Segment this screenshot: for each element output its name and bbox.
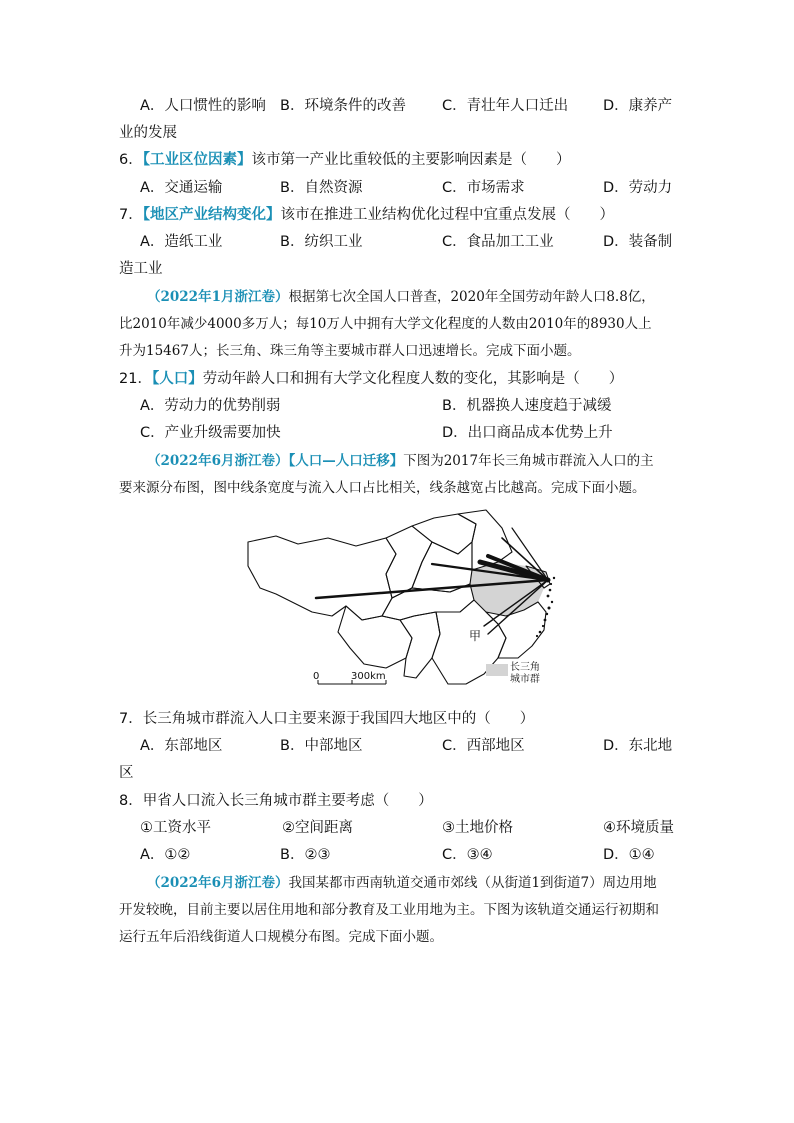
q8-option-c: C．③④: [442, 847, 493, 863]
scale-zero: 0: [313, 671, 320, 682]
passage2-text1: 下图为2017年长三角城市群流入人口的主: [403, 453, 654, 469]
q8-number: 8．: [119, 793, 143, 809]
q6-stem: 该市第一产业比重较低的主要影响因素是（ ）: [251, 152, 571, 168]
passage3-line3: 运行五年后沿线街道人口规模分布图。完成下面小题。: [119, 929, 443, 945]
q21-tag: 【人口】: [151, 371, 203, 387]
q6-option-b: B．自然资源: [280, 180, 363, 196]
q8-item-4: ④环境质量: [603, 820, 674, 836]
q21-stem: 劳动年龄人口和拥有大学文化程度人数的变化，其影响是（ ）: [202, 371, 624, 387]
q8-option-a: A．①②: [140, 847, 191, 863]
q5-option-b: B．环境条件的改善: [280, 98, 406, 114]
legend: [486, 660, 540, 685]
province-central: [412, 542, 472, 592]
passage1-line3: 升为15467人；长三角、珠三角等主要城市群人口迅速增长。完成下面小题。: [119, 343, 581, 359]
q21-number: 21．: [119, 371, 152, 387]
q5-option-c: C．青壮年人口迁出: [442, 98, 569, 114]
q8-item-1: ①工资水平: [140, 820, 211, 836]
passage2-tag: 【人口—人口迁移】: [288, 453, 404, 469]
q8-option-b: B．②③: [280, 847, 331, 863]
q21-option-b: B．机器换人速度趋于减缓: [442, 398, 612, 414]
q7b-option-a: A．东部地区: [140, 738, 223, 754]
q7a-option-d-cont: 造工业: [119, 261, 163, 277]
passage1-source: （2022年1月浙江卷）: [147, 289, 289, 305]
q7b-stem: 长三角城市群流入人口主要来源于我国四大地区中的（ ）: [142, 711, 535, 727]
q21-option-a: A．劳动力的优势削弱: [140, 398, 281, 414]
q7b-option-d: D．东北地: [603, 738, 673, 754]
question-7a: [119, 205, 614, 225]
passage3-line2: 开发较晚，目前主要以居住用地和部分教育及工业用地为主。下图为该轨道交通运行初期和: [119, 902, 659, 918]
q7a-number: 7．: [119, 207, 143, 223]
question-8: [119, 791, 433, 811]
passage3-text1: 我国某都市西南轨道交通市郊线（从街道1到街道7）周边用地: [288, 875, 657, 891]
q7b-option-c: C．西部地区: [442, 738, 525, 754]
q21-option-c: C．产业升级需要加快: [140, 425, 281, 441]
migration-map: [236, 508, 576, 694]
q6-option-a: A．交通运输: [140, 180, 223, 196]
label-jia: 甲: [469, 629, 482, 643]
q7b-option-b: B．中部地区: [280, 738, 363, 754]
passage2-line1: [147, 451, 654, 471]
q6-tag: 【工业区位因素】: [142, 152, 252, 168]
q7a-stem: 该市在推进工业结构优化过程中宜重点发展（ ）: [280, 207, 614, 223]
q8-option-d: D．①④: [603, 847, 655, 863]
q21-option-d: D．出口商品成本优势上升: [442, 425, 613, 441]
q7b-number: 7．: [119, 711, 143, 727]
q5-option-d: D．康养产: [603, 98, 673, 114]
q7a-option-b: B．纺织工业: [280, 234, 363, 250]
q7a-tag: 【地区产业结构变化】: [142, 207, 281, 223]
scale-km: 300km: [351, 671, 386, 682]
q8-stem: 甲省人口流入长三角城市群主要考虑（ ）: [142, 793, 433, 809]
question-6: [119, 150, 570, 170]
scale-bar: [313, 671, 386, 684]
passage2-source: （2022年6月浙江卷）: [147, 453, 289, 469]
passage3-line1: [147, 873, 657, 893]
q8-item-2: ②空间距离: [282, 820, 353, 836]
province-southwest: [338, 606, 412, 668]
province-south: [400, 612, 440, 678]
q7b-option-d-cont: 区: [119, 765, 134, 781]
passage2-line2: 要来源分布图，图中线条宽度与流入人口占比相关，线条越宽占比越高。完成下面小题。: [119, 480, 646, 496]
q8-item-3: ③土地价格: [442, 820, 513, 836]
question-7b: [119, 709, 534, 729]
q6-option-c: C．市场需求: [442, 180, 525, 196]
legend-line1: 长三角: [510, 662, 540, 673]
q5-option-d-cont: 业的发展: [119, 125, 177, 141]
q5-option-a: A．人口惯性的影响: [140, 98, 266, 114]
passage1-line1: [147, 287, 655, 307]
passage1-text1: 根据第七次全国人口普查，2020年全国劳动年龄人口8.8亿，: [288, 289, 655, 305]
passage1-line2: 比2010年减少4000多万人；每10万人中拥有大学文化程度的人数由2010年的8930人上: [119, 316, 652, 332]
q6-option-d: D．劳动力: [603, 180, 673, 196]
q6-number: 6．: [119, 152, 143, 168]
q7a-option-c: C．食品加工工业: [442, 234, 554, 250]
question-21: [119, 369, 623, 389]
q7a-option-d: D．装备制: [603, 234, 673, 250]
legend-line2: 城市群: [510, 674, 540, 685]
province-west: [248, 536, 396, 620]
q7a-option-a: A．造纸工业: [140, 234, 223, 250]
passage3-source: （2022年6月浙江卷）: [147, 875, 289, 891]
